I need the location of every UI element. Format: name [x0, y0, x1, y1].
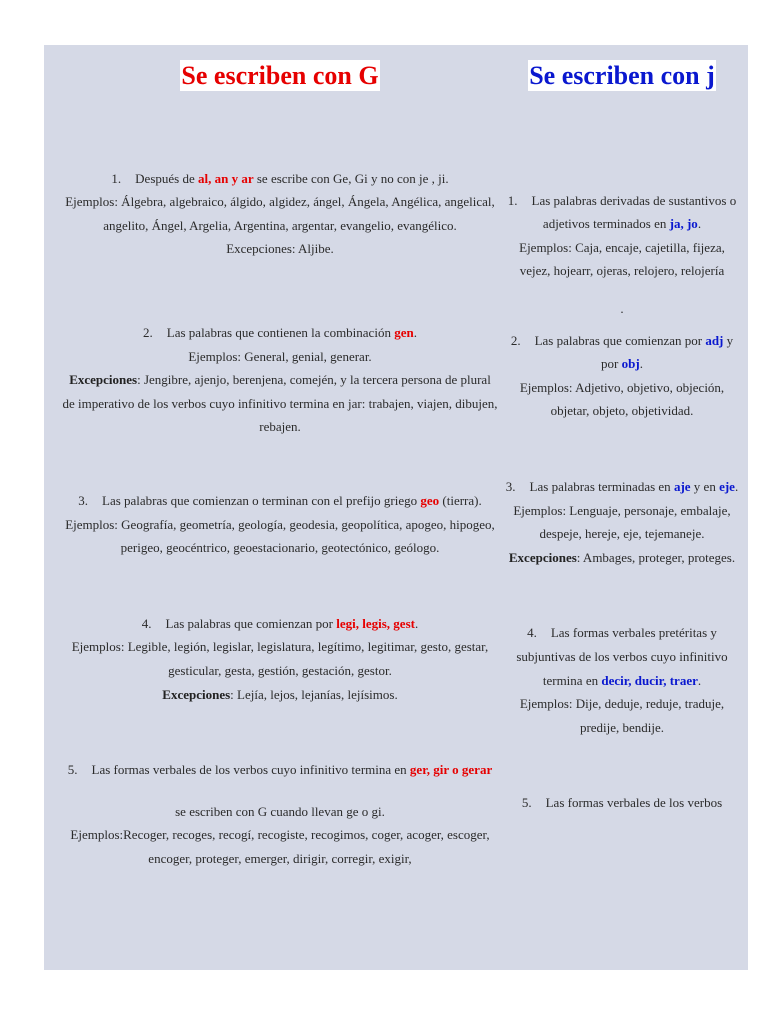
g-rule-3-examples: Ejemplos: Geografía, geometría, geología, geodesia, geopolítica, apogeo, hipogeo, perigeo, geocéntrico, geoestacionario, geotectónico, geólogo.	[65, 516, 495, 556]
g-rule-2-key: gen	[394, 324, 414, 340]
g-rule-2-text: Las palabras que contienen la combinación	[166, 324, 395, 340]
j-rule-3-text: Las palabras terminadas en	[529, 478, 674, 494]
g-rule-5	[62, 758, 498, 782]
j-rule-4-number: 4.	[527, 625, 537, 641]
g-rule-1-key: al, an y ar	[198, 170, 254, 186]
g-rule-3-text: Las palabras que comienzan o terminan con el prefijo griego	[102, 492, 421, 508]
g-rule-4-number: 4.	[141, 615, 152, 631]
j-rule-3-text-end: .	[734, 478, 739, 494]
document-page	[44, 45, 748, 970]
title-g: Se escriben con G	[181, 61, 379, 90]
j-rule-2-text-end: .	[639, 356, 643, 372]
j-rule-1-key: ja, jo	[669, 216, 698, 232]
g-rule-5-rule: se escriben con G cuando llevan ge o gi.	[175, 803, 385, 819]
j-rule-3-exceptions: : Ambages, proteger, proteges.	[576, 549, 736, 565]
j-rule-3	[504, 475, 740, 569]
j-rule-4-examples: Ejemplos: Dije, deduje, reduje, traduje, predije, bendije.	[519, 696, 725, 735]
column-g	[62, 45, 498, 870]
j-rule-1-text-end: .	[697, 216, 702, 232]
j-rule-3-mid: y en	[690, 478, 720, 494]
g-rule-2-exceptions: : Jengibre, ajenjo, berenjena, comején, y la tercera persona de plural de imperativo de los verbos cuyo infinitivo termina en jar: trabajen, viajen, dibujen, rebajen.	[62, 372, 498, 435]
j-rule-5-number: 5.	[521, 795, 532, 811]
j-rule-2-key: adj	[705, 332, 724, 348]
g-rule-1-exceptions: Excepciones: Aljibe.	[226, 241, 334, 257]
g-rule-4-exceptions: : Lejía, lejos, lejanías, lejísimos.	[230, 686, 398, 702]
j-rule-3-number: 3.	[505, 478, 516, 494]
j-rule-4-text-end: .	[697, 672, 702, 688]
g-rule-3-text-end: (tierra).	[439, 492, 482, 508]
j-rule-3-key: aje	[673, 478, 691, 494]
g-rule-5-number: 5.	[67, 762, 78, 778]
g-rule-2	[62, 321, 498, 439]
g-rule-1-text-end: se escribe con Ge, Gi y no con je , ji.	[253, 170, 449, 186]
g-rule-4	[62, 612, 498, 706]
g-rule-1-number: 1.	[111, 170, 122, 186]
g-rule-5-key: ger, gir o gerar	[409, 762, 493, 778]
j-rule-2-text: Las palabras que comienzan por	[534, 332, 706, 348]
j-rule-5	[504, 791, 740, 815]
title-j: Se escriben con j	[529, 61, 715, 90]
column-j	[504, 45, 740, 815]
j-separator: .	[620, 300, 624, 316]
j-rule-1-examples: Ejemplos: Caja, encaje, cajetilla, fijeza, vejez, hojearr, ojeras, relojero, relojería	[519, 239, 725, 279]
g-rule-4-key: legi, legis, gest	[336, 615, 415, 631]
g-rule-5-text: Las formas verbales de los verbos cuyo infinitivo termina en	[91, 762, 410, 778]
j-rule-1-text: Las palabras derivadas de sustantivos o adjetivos terminados en	[531, 192, 737, 232]
j-rule-3-examples: Ejemplos: Lenguaje, personaje, embalaje, despeje, hereje, eje, tejemaneje.	[513, 502, 731, 542]
g-rule-4-text: Las palabras que comienzan por	[165, 615, 337, 631]
j-rule-5-text: Las formas verbales de los verbos	[545, 795, 723, 811]
j-rule-2-examples: Ejemplos: Adjetivo, objetivo, objeción, objetar, objeto, objetividad.	[519, 379, 725, 419]
j-rule-4-text: Las formas verbales pretéritas y subjuntivas de los verbos cuyo infinitivo termina en	[516, 625, 728, 688]
g-rule-2-examples: Ejemplos: General, genial, generar.	[188, 348, 372, 364]
j-rule-2-mid: y por	[601, 332, 734, 372]
j-rule-1-number: 1.	[507, 192, 518, 208]
g-rule-5-examples: Ejemplos:Recoger, recoges, recogí, recogiste, recogimos, coger, acoger, escoger, encoger, proteger, emerger, dirigir, corregir, exigir,	[70, 827, 490, 866]
g-rule-3	[62, 489, 498, 560]
g-rule-2-text-end: .	[413, 324, 417, 340]
g-rule-3-number: 3.	[78, 492, 88, 508]
g-rule-2-exceptions-label: Excepciones	[69, 372, 138, 388]
g-rule-3-key: geo	[420, 492, 440, 508]
j-rule-2-number: 2.	[510, 332, 521, 348]
g-rule-1	[62, 167, 498, 261]
j-rule-1	[504, 189, 740, 283]
j-rule-3-exceptions-label: Excepciones	[508, 549, 577, 565]
j-rule-4	[504, 621, 740, 739]
g-rule-4-exceptions-label: Excepciones	[162, 686, 231, 702]
j-rule-3-key2: eje	[719, 478, 735, 494]
g-rule-1-text: Después de	[135, 170, 198, 186]
g-rule-5-detail	[62, 800, 498, 871]
j-rule-4-key: decir, ducir, traer	[601, 672, 698, 688]
g-rule-2-number: 2.	[143, 324, 153, 340]
j-rule-2	[504, 329, 740, 423]
g-rule-4-examples: Ejemplos: Legible, legión, legislar, legislatura, legítimo, legitimar, gesto, gestar, gesticular, gesta, gestión, gestación, gestor.	[71, 639, 489, 678]
g-rule-4-text-end: .	[414, 615, 419, 631]
j-rule-2-key2: obj	[621, 356, 640, 372]
g-rule-1-examples: Ejemplos: Álgebra, algebraico, álgido, algidez, ángel, Ángela, Angélica, angelical, angelito, Ángel, Argelia, Argentina, argentar, evangelio, evangélico.	[65, 194, 495, 233]
